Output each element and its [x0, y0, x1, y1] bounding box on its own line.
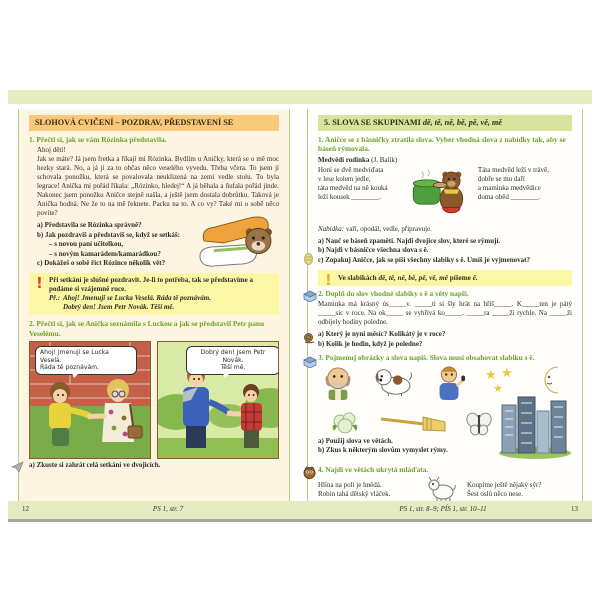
- left-page-title: SLOHOVÁ CVIČENÍ – POZDRAV, PŘEDSTAVENÍ SE: [29, 115, 279, 131]
- speech-bubble-petr: [186, 346, 279, 375]
- hidden-animal-sentence: Robin tahá dětský vláček.: [318, 490, 391, 499]
- example-2: Dobrý den! Jsem Petr Novák. Těší mě.: [63, 303, 175, 312]
- grandpa-picture: [322, 365, 354, 401]
- poem-author: (J. Balík): [371, 155, 398, 164]
- hidden-animal-sentence: Hlína na poli je hnědá.: [318, 480, 382, 489]
- right-page-title: [318, 115, 572, 131]
- poem-line: a maminka medvědice: [477, 183, 541, 192]
- r-ex3-question-a: a) Použij slova ve větách.: [318, 436, 393, 445]
- left-page: [18, 109, 290, 501]
- top-band: [8, 90, 592, 104]
- ex3-picture-block: [318, 365, 572, 463]
- owl-icon: [303, 466, 316, 479]
- poem-block: [318, 166, 572, 223]
- question-a: a) Představila se Rózinka správně?: [37, 221, 142, 230]
- note-text: Při setkání je slušné pozdravit. Je-li to potřeba, tak se představíme a podáme si vzájemně ruce.: [49, 276, 253, 294]
- book-shadow: [8, 519, 592, 522]
- question-b: b) Jak pozdravíš a představíš se, když se setkáš:: [37, 230, 180, 239]
- ex2-instruction: 2. Přečti si, jak se Anička seznámila s Luckou a jak se představil Petr panu Veselému.: [29, 319, 265, 338]
- ex4-sentences: [318, 476, 572, 504]
- chapter-title-prefix: 5. SLOVA SE SKUPINAMI: [324, 118, 423, 127]
- notebook-pen-icon: [303, 356, 317, 368]
- poem-line: leží kousek ________.: [318, 192, 382, 201]
- right-page-reference: PS 1, str. 8–9; PÍS 1, str. 10–11: [399, 505, 487, 513]
- rule-text: Ve slabikách dě, tě, ně, bě, pě, vě, mě píšeme ě.: [338, 274, 478, 283]
- question-b-item-2: – s novým kamarádem/kamarádkou?: [49, 249, 161, 258]
- r-ex3-instruction: 3. Pojmenuj obrázky a slova napiš. Slova musí obsahovat slabiku s ě.: [318, 353, 535, 363]
- exclamation-icon: !: [36, 274, 43, 293]
- footer-band: [8, 501, 592, 519]
- question-c: c) Dokážeš o sobě říct Rózince několik vět?: [37, 259, 166, 268]
- bubble-line: Ahoj! Jmenuji se Lucka Veselá.: [40, 349, 109, 364]
- question-b-item-1: – s novou paní učitelkou,: [49, 240, 124, 249]
- right-page-number: 13: [571, 505, 578, 513]
- r-ex2-question-a: a) Který je nyní měsíc? Kolikátý je v roce?: [318, 330, 446, 339]
- poem-title-line: [318, 156, 572, 165]
- singer-picture: [432, 365, 466, 403]
- broom-picture: [380, 414, 446, 434]
- offer-line: [318, 225, 572, 234]
- rule-box: [318, 270, 572, 290]
- comic-panel-girls: [29, 341, 151, 459]
- cauliflower-picture: [330, 411, 360, 437]
- bubble-line: Těší mě.: [220, 364, 246, 372]
- poem-line: táta medvěd na ně kouká: [318, 183, 388, 192]
- left-page-number: 12: [22, 505, 29, 513]
- textbook-spread: [8, 90, 592, 522]
- r-ex1-question-b: b) Najdi v básničce všechna slova s ě.: [318, 246, 429, 255]
- r-ex2-question-b: b) Kolik je hodin, když je poledne?: [318, 339, 423, 348]
- poem-line: Táta medvěd leží v trávě,: [477, 165, 549, 174]
- ex1-instruction: 1. Přečti si, jak se vám Rózinka představila.: [29, 135, 167, 144]
- city-picture: [498, 393, 572, 459]
- bubble-line: Dobrý den! Jsem Petr Novák.: [200, 349, 266, 364]
- puppy-picture: [373, 365, 413, 397]
- notebook-pen-icon: [303, 290, 317, 302]
- example-label: Př.:: [49, 294, 61, 303]
- ferret-with-socks-illustration: [193, 208, 281, 272]
- poem-line: Honí se dvě medvíďata: [318, 165, 384, 174]
- r-ex3-question-b: b) Zkus k některým slovům vymyslet rýmy.: [318, 446, 448, 455]
- hidden-animal-sentence: Šest oslů něco nese.: [467, 490, 523, 499]
- moon-picture: [538, 365, 568, 395]
- comic-panels: [29, 341, 279, 459]
- story-salutation: Ahoj děti!: [37, 146, 66, 155]
- etiquette-note-box: [29, 273, 279, 315]
- speech-bubble-lucka: [35, 346, 137, 375]
- poem-line: dobře se mu daří: [477, 174, 525, 183]
- chapter-title-syllables: dě, tě, ně, bě, pě, vě, mě: [422, 118, 502, 127]
- right-page: [307, 109, 583, 501]
- r-ex2-text: Maminka má krásný ús_____v. _____ti si šly hrát na hřiš_____. K_____ten je pátý _____síc v roce. Na ok_____ se vyhřívá ko_____. _____ra _____ží rychle. Na _____ži odbíjely hodiny poledne.: [318, 300, 572, 327]
- bear-cooking-illustration: [405, 166, 477, 218]
- r-ex1-instruction: 1. Aničce se z básničky ztratila slova. Vyber vhodná slova z nabídky tak, aby se báseň rýmovala.: [318, 135, 566, 154]
- offer-words: vaří, opodál, vedle, připravuje.: [345, 224, 432, 233]
- stars-picture: [485, 365, 519, 395]
- hidden-animal-sentence: Koupíme ještě nějaký sýr?: [467, 480, 542, 489]
- pages-row: [8, 104, 592, 501]
- snail-icon: [303, 332, 315, 344]
- butterfly-picture: [466, 412, 492, 436]
- story-text: Jak se máte? Já jsem fretka a říkají mi Rózinka. Bydlím u Aničky, která se o mě moc hezky stará. No, a já jí za to občas něco veselého vyvedu. Třeba včera. To jsem jí schovala ponožku, která se povalovala neuklizená na zemi vedle stolu. To byla legrace! Anička mi pořád říkala: „Rózinko, hledej!“ A já běhala a ňufala pořád jinde. Nakonec jsem ponožku Aničce stejně našla, a ještě jsem dostala dobrůtku. Taková je Anička hodná. Ne že to na mě řeknete. Packu na to. A co vy? Také mi o sobě něco povíte?: [37, 155, 279, 218]
- offer-label: Nabídka:: [318, 224, 345, 233]
- svg-text:★: ★: [493, 382, 503, 395]
- comic-panel-petr: [157, 341, 279, 459]
- left-page-reference: PS 1, str. 7: [152, 505, 184, 513]
- poem-line: v lese kolem jedle,: [318, 174, 371, 183]
- bubble-line: Ráda tě poznávám.: [40, 364, 100, 372]
- r-ex4-instruction: 4. Najdi ve větách ukrytá mláďata.: [318, 464, 429, 474]
- example-1: Ahoj! Jmenuji se Lucka Veselá. Ráda tě poznávám.: [63, 294, 211, 303]
- ex1-questions-block: [29, 218, 279, 268]
- svg-text:★: ★: [485, 366, 497, 382]
- r-ex1-question-c: c) Zopakuj Aničce, jak se píší všechny slabiky s ě. Umíš je vyjmenovat?: [318, 255, 530, 264]
- paper-plane-icon: [11, 461, 24, 473]
- r-ex2-instruction: 2. Doplň do slov vhodné slabiky s ě a věty napiš.: [318, 289, 469, 299]
- bee-icon: [303, 251, 314, 265]
- svg-text:★: ★: [501, 364, 513, 380]
- poem-line: doma oběd ________.: [477, 192, 541, 201]
- poem-title: Medvědí rodinka: [318, 155, 370, 164]
- r-ex1-question-a: a) Nauč se báseň zpaměti. Najdi dvojice slov, které se rýmují.: [318, 236, 501, 245]
- ex2-task: a) Zkuste si zahrát celá setkání ve dvojicích.: [29, 461, 161, 470]
- exclamation-icon: !: [325, 271, 332, 290]
- goat-picture: [427, 476, 457, 504]
